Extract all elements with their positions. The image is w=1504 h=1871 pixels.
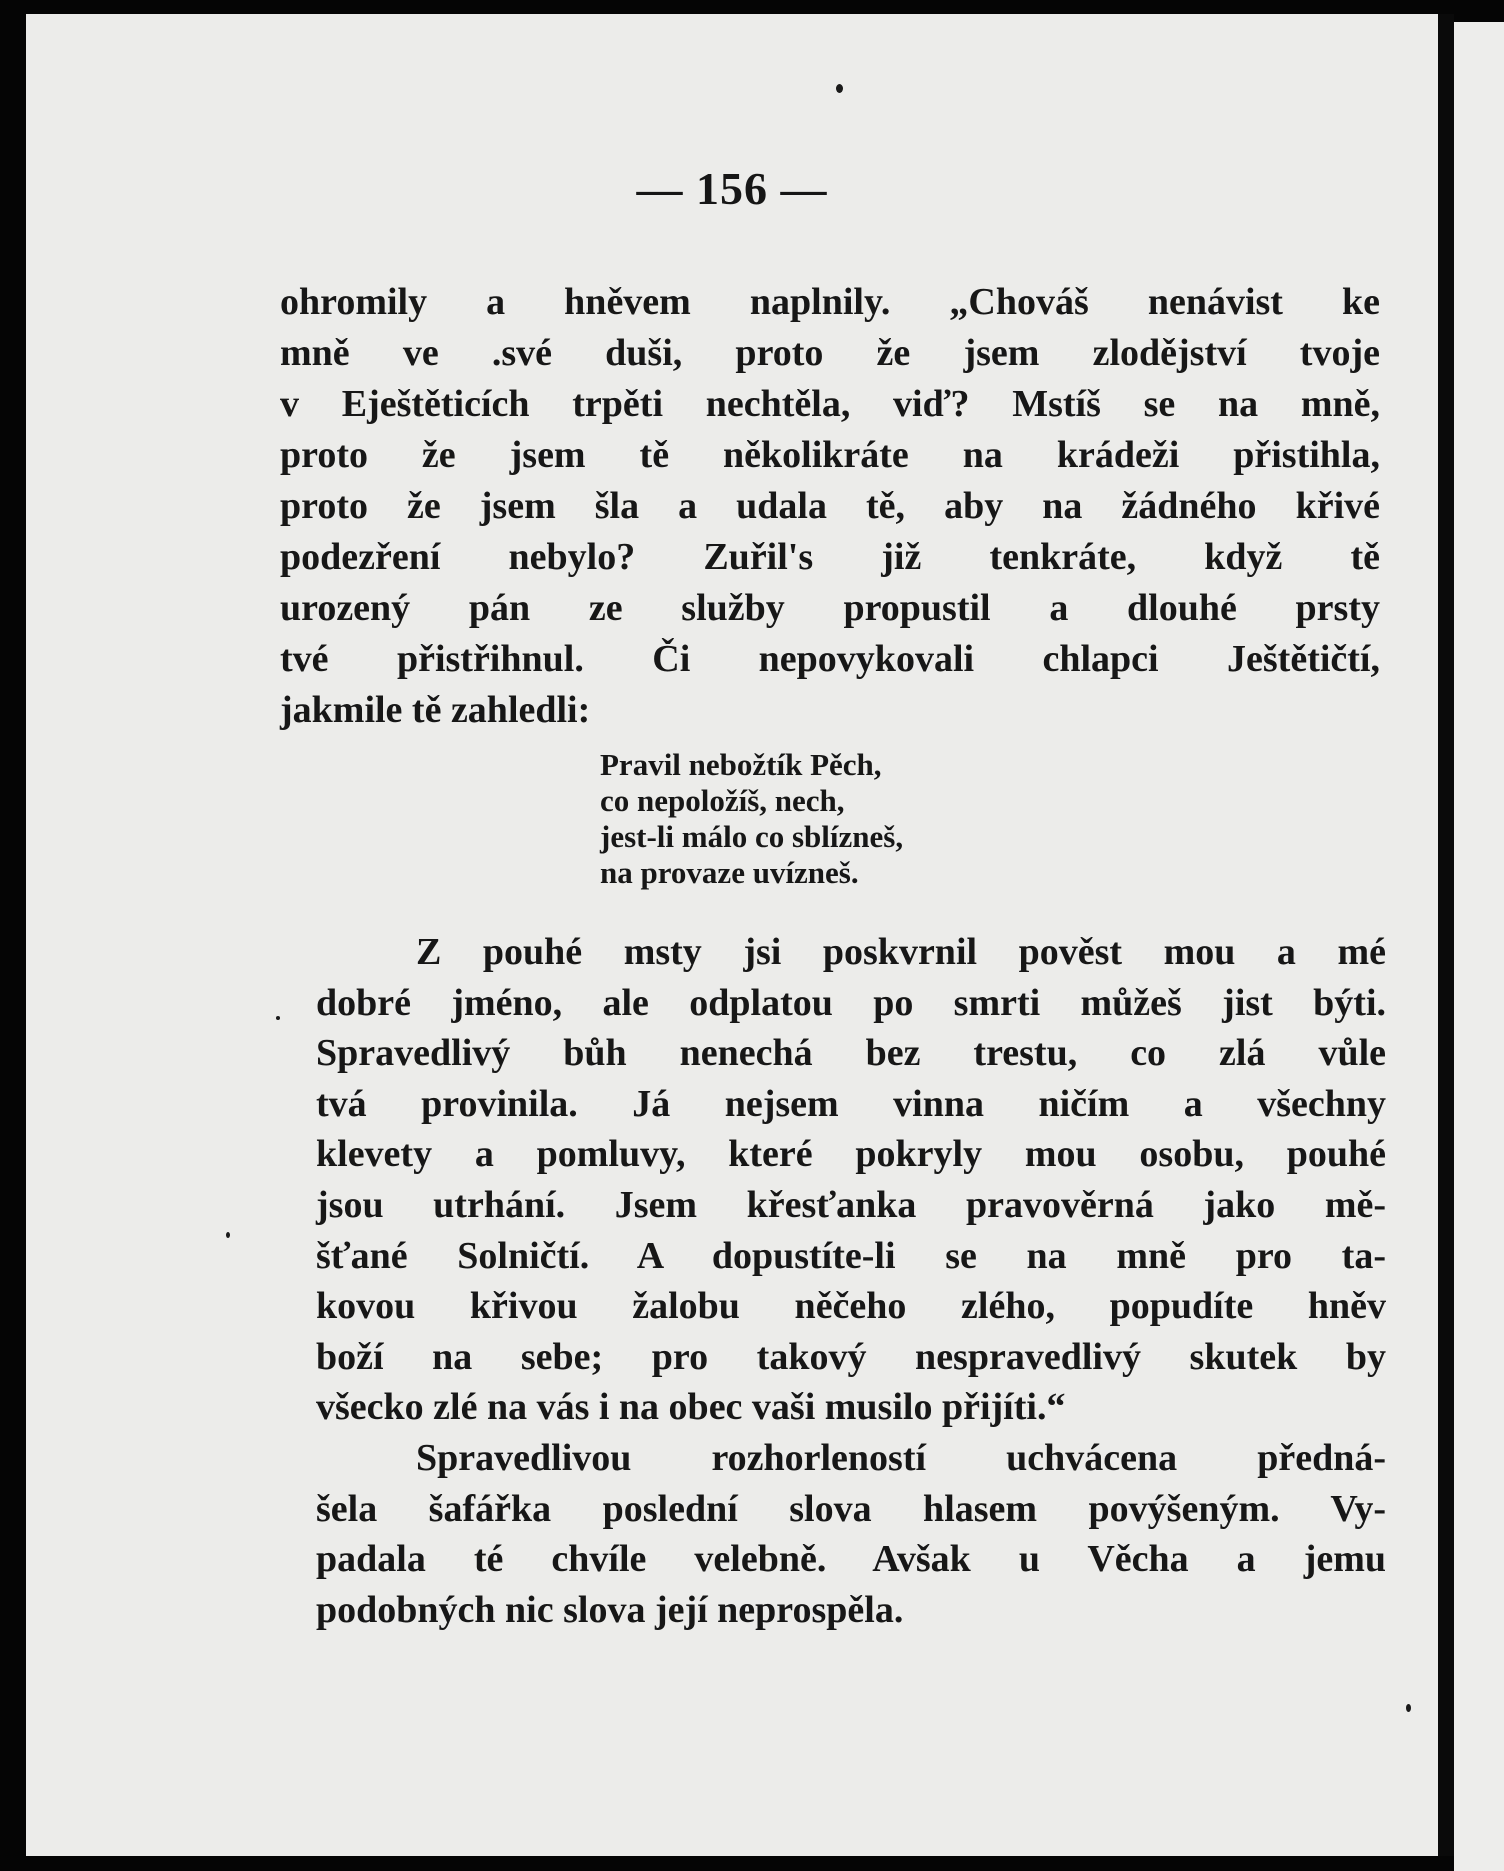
next-page-edge (1454, 22, 1504, 1871)
poem-verse: Pravil nebožtík Pěch, (600, 747, 882, 782)
text-line: Spravedlivý bůh nenechá bez trestu, co zlá vůle (316, 1032, 1386, 1075)
text-line: boží na sebe; pro takový nespravedlivý skutek by (316, 1335, 1386, 1378)
ink-speck (276, 1016, 280, 1020)
paragraph-1 (280, 277, 1380, 736)
text-line: mně ve .své duši, proto že jsem zlodějství tvoje (280, 332, 1380, 374)
book-page (26, 14, 1438, 1856)
poem-verse: co nepoložíš, nech, (600, 783, 845, 818)
text-line: klevety a pomluvy, které pokryly mou osobu, pouhé (316, 1133, 1386, 1176)
text-line: proto že jsem šla a udala tě, aby na žádného křivé (280, 485, 1380, 527)
text-line: proto že jsem tě několikráte na krádeži přistihla, (280, 434, 1380, 476)
text-line: kovou křivou žalobu něčeho zlého, popudíte hněv (316, 1285, 1386, 1328)
text-line: ohromily a hněvem naplnily. „Chováš nenávist ke (280, 281, 1380, 323)
text-line: v Eještěticích trpěti nechtěla, viď? Mstíš se na mně, (280, 383, 1380, 425)
poem-verse: jest-li málo co sblízneš, (600, 819, 904, 854)
ink-speck (836, 84, 843, 93)
text-line: jakmile tě zahledli: (280, 689, 591, 731)
text-line: tvé přistřihnul. Či nepovykovali chlapci Ještětičtí, (280, 638, 1380, 680)
text-line: jsou utrhání. Jsem křesťanka pravověrná jako mě- (316, 1183, 1386, 1226)
text-line: všecko zlé na vás i na obec vaši musilo přijíti.“ (316, 1386, 1066, 1429)
page-gutter (1438, 14, 1454, 1856)
text-line: šela šafářka poslední slova hlasem povýšeným. Vy- (316, 1487, 1386, 1530)
paragraph-2 (316, 927, 1386, 1635)
text-line: tvá provinila. Já nejsem vinna ničím a všechny (316, 1082, 1386, 1125)
poem-quote (600, 747, 903, 891)
ink-speck (1406, 1704, 1411, 1712)
text-line: dobré jméno, ale odplatou po smrti můžeš jist býti. (316, 981, 1386, 1024)
text-line: podezření nebylo? Zuřil's již tenkráte, když tě (280, 536, 1380, 578)
text-line: urozený pán ze služby propustil a dlouhé prsty (280, 587, 1380, 629)
text-line: padala té chvíle velebně. Avšak u Věcha a jemu (316, 1538, 1386, 1581)
text-line: Spravedlivou rozhorleností uchvácena předná- (416, 1436, 1386, 1479)
ink-speck (226, 1232, 230, 1238)
text-line: podobných nic slova její neprospěla. (316, 1588, 904, 1631)
text-line: Z pouhé msty jsi poskvrnil pověst mou a mé (416, 931, 1386, 973)
poem-verse: na provaze uvízneš. (600, 855, 859, 890)
text-line: šťané Solničtí. A dopustíte-li se na mně pro ta- (316, 1234, 1386, 1277)
page-number: — 156 — (636, 163, 828, 214)
